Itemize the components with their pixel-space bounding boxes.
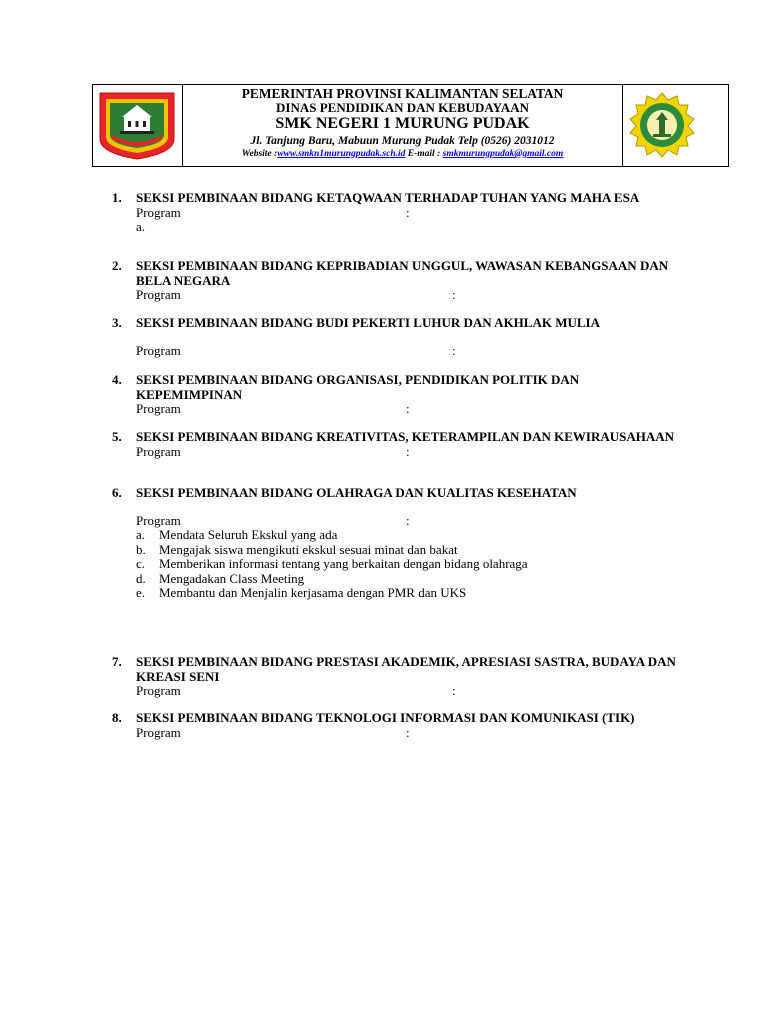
section-5 bbox=[112, 430, 688, 459]
program-label: Program bbox=[136, 724, 181, 740]
department-name: DINAS PENDIDIKAN DAN KEBUDAYAAN bbox=[276, 100, 529, 115]
item-marker: a. bbox=[136, 527, 146, 542]
program-colon: : bbox=[452, 683, 456, 698]
school-emblem-icon bbox=[629, 92, 695, 158]
letterhead-text bbox=[183, 85, 622, 160]
item-text: Memberikan informasi tentang yang berkaitan dengan bidang olahraga bbox=[159, 556, 528, 571]
item-marker: b. bbox=[136, 541, 146, 557]
program-label: Program bbox=[136, 443, 181, 459]
section-number: 8. bbox=[112, 710, 122, 725]
school-name: SMK NEGERI 1 MURUNG PUDAK bbox=[275, 115, 530, 132]
program-row bbox=[112, 344, 688, 359]
program-label: Program bbox=[136, 204, 181, 220]
section-2 bbox=[112, 259, 688, 303]
section-number: 5. bbox=[112, 429, 122, 444]
section-title: SEKSI PEMBINAAN BIDANG KETAQWAAN TERHADAP TUHAN YANG MAHA ESA bbox=[136, 190, 640, 205]
program-row bbox=[112, 445, 688, 460]
program-colon: : bbox=[406, 724, 410, 740]
program-row bbox=[112, 726, 688, 741]
section-title: SEKSI PEMBINAAN BIDANG TEKNOLOGI INFORMASI DAN KOMUNIKASI (TIK) bbox=[136, 710, 635, 725]
program-label: Program bbox=[136, 342, 181, 358]
program-label: Program bbox=[136, 401, 181, 416]
section-title: SEKSI PEMBINAAN BIDANG ORGANISASI, PENDIDIKAN POLITIK DAN KEPEMIMPINAN bbox=[136, 372, 580, 402]
item-marker: c. bbox=[136, 556, 146, 571]
item-text: Mengadakan Class Meeting bbox=[159, 570, 305, 586]
left-logo-cell bbox=[93, 85, 183, 166]
program-label: Program bbox=[136, 287, 181, 302]
section-8 bbox=[112, 711, 688, 740]
program-item bbox=[112, 586, 688, 601]
program-colon: : bbox=[406, 204, 410, 220]
program-label: Program bbox=[136, 683, 181, 698]
item-marker: d. bbox=[136, 570, 146, 586]
item-marker: e. bbox=[136, 585, 146, 600]
program-row bbox=[112, 684, 688, 699]
program-row bbox=[112, 514, 688, 529]
section-1 bbox=[112, 190, 688, 234]
program-colon: : bbox=[406, 443, 410, 459]
government-name: PEMERINTAH PROVINSI KALIMANTAN SELATAN bbox=[241, 86, 564, 101]
item-text: Membantu dan Menjalin kerjasama dengan PMR dan UKS bbox=[159, 585, 467, 600]
program-item bbox=[112, 572, 688, 587]
section-number: 2. bbox=[112, 258, 122, 273]
section-title: SEKSI PEMBINAAN BIDANG PRESTASI AKADEMIK, APRESIASI SASTRA, BUDAYA DAN KREASI SENI bbox=[136, 654, 676, 684]
section-3 bbox=[112, 316, 688, 358]
item-marker: a. bbox=[136, 219, 146, 234]
item-text: Mendata Seluruh Ekskul yang ada bbox=[159, 527, 338, 542]
section-number: 7. bbox=[112, 654, 122, 669]
website-label: Website : bbox=[241, 149, 278, 159]
section-number: 4. bbox=[112, 372, 122, 387]
email-link[interactable]: smkmurungpudak@gmail.com bbox=[442, 149, 564, 159]
right-logo-cell bbox=[622, 85, 728, 166]
section-number: 1. bbox=[112, 190, 122, 205]
section-4 bbox=[112, 373, 688, 417]
section-7 bbox=[112, 655, 688, 699]
program-item bbox=[112, 528, 688, 543]
item-text: Mengajak siswa mengikuti ekskul sesuai minat dan bakat bbox=[159, 541, 458, 557]
program-colon: : bbox=[406, 512, 410, 528]
program-colon: : bbox=[406, 401, 410, 416]
program-row bbox=[112, 206, 688, 221]
program-row bbox=[112, 288, 688, 303]
program-item bbox=[112, 543, 688, 558]
section-title: SEKSI PEMBINAAN BIDANG KREATIVITAS, KETERAMPILAN DAN KEWIRAUSAHAAN bbox=[136, 429, 675, 444]
section-title: SEKSI PEMBINAAN BIDANG BUDI PEKERTI LUHUR DAN AKHLAK MULIA bbox=[136, 315, 600, 330]
tabalong-regency-emblem-icon bbox=[98, 91, 176, 161]
school-address: Jl. Tanjung Baru, Mabuun Murung Pudak Telp (0526) 2031012 bbox=[250, 135, 555, 147]
program-colon: : bbox=[452, 287, 456, 302]
section-number: 6. bbox=[112, 485, 122, 500]
letterhead bbox=[92, 84, 729, 167]
section-title: SEKSI PEMBINAAN BIDANG KEPRIBADIAN UNGGUL, WAWASAN KEBANGSAAN DAN BELA NEGARA bbox=[136, 258, 669, 288]
email-label: E-mail : bbox=[407, 149, 441, 159]
program-colon: : bbox=[452, 342, 456, 358]
section-6 bbox=[112, 486, 688, 601]
section-title: SEKSI PEMBINAAN BIDANG OLAHRAGA DAN KUALITAS KESEHATAN bbox=[136, 485, 577, 500]
program-item bbox=[112, 557, 688, 572]
program-row bbox=[112, 402, 688, 417]
contact-line bbox=[183, 148, 622, 160]
section-number: 3. bbox=[112, 315, 122, 330]
website-link[interactable]: www.smkn1murungpudak.sch.id bbox=[277, 149, 406, 159]
program-label: Program bbox=[136, 512, 181, 528]
